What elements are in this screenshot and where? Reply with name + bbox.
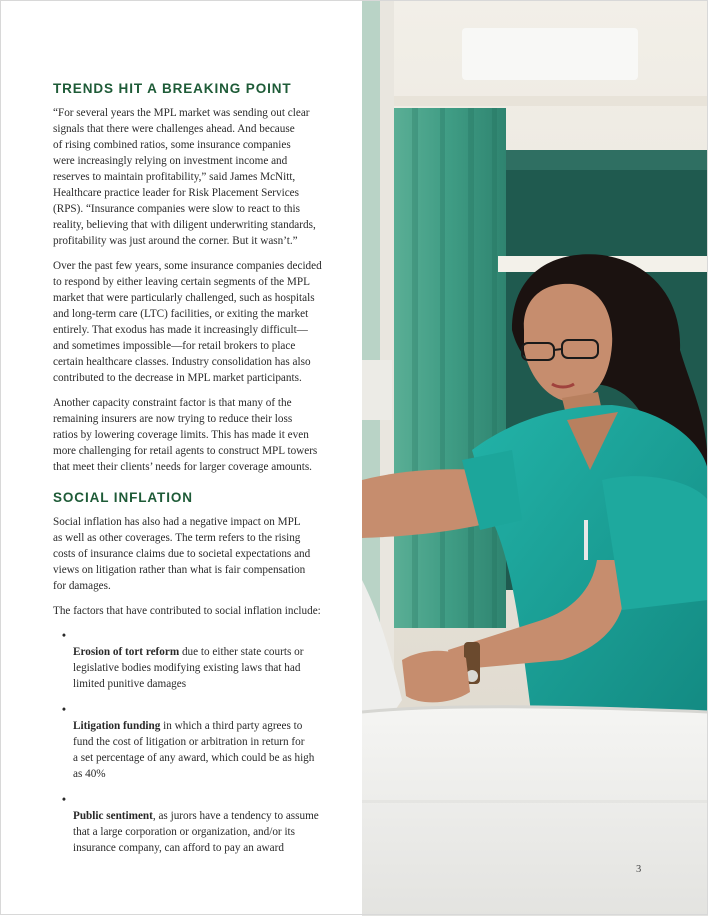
list-item xyxy=(62,792,342,856)
factor-text: , as jurors have a tendency to assume that a large corporation or organization, and/or its insurance company, can afford to pay an award xyxy=(73,810,319,854)
list-item xyxy=(62,628,342,692)
factor-text: due to either state courts or legislative bodies modifying existing laws that had limited punitive damages xyxy=(73,646,304,690)
bullet-icon: • xyxy=(62,630,66,642)
paragraph-factors-intro: The factors that have contributed to social inflation include: xyxy=(53,605,321,617)
paragraph-capacity-constraint: Another capacity constraint factor is that many of the remaining insurers are now trying to reduce their loss ratios by lowering coverage limits. This has made it even more challenging for retail agents to construct MPL towers that meet their clients’ needs for larger coverage amounts. xyxy=(53,397,318,473)
hand xyxy=(402,651,470,703)
curtain-rail xyxy=(392,96,708,106)
paragraph-social-inflation-definition: Social inflation has also had a negative impact on MPL as well as other coverages. The term refers to the rising costs of insurance claims due to societal expectations and views on litigation rather than what is fair compensation for damages. xyxy=(53,516,311,592)
factor-term: Erosion of tort reform xyxy=(73,646,180,658)
privacy-curtain xyxy=(394,108,506,628)
factor-text: in which a third party agrees to fund the cost of litigation or arbitration in return for a set percentage of any award, which could be as high as 40% xyxy=(73,720,315,780)
ceiling-light xyxy=(462,28,638,80)
paragraph-market-exodus: Over the past few years, some insurance companies decided to respond by either leaving certain segments of the MPL market that were particularly challenged, such as hospitals and long-term care (LTC) facilities, or exiting the market entirely. That exodus has made it increasingly difficult— and sometimes impossible—for retail brokers to place certain healthcare classes. Industry consolidation has also contributed to the decrease in MPL market participants. xyxy=(53,260,322,384)
back-curtain-top xyxy=(506,150,708,170)
paragraph-quote-mcnitt: “For several years the MPL market was sending out clear signals that there were challenges ahead. And because of rising combined ratios, some insurance companies were increasingly relying on investment income and reserves to maintain profitability,” said James McNitt, Healthcare practice leader for Risk Placement Services (RPS). “Insurance companies were slow to react to this reality, believing that with diligent underwriting standards, profitability was just around the corner. But it wasn’t.” xyxy=(53,107,316,247)
bullet-icon: • xyxy=(62,704,66,716)
wall-fixture xyxy=(362,360,392,420)
section-heading-trends: TRENDS HIT A BREAKING POINT xyxy=(53,81,292,96)
photo-illustration xyxy=(362,0,708,916)
factors-list xyxy=(53,628,342,856)
pen-icon xyxy=(584,520,588,560)
bullet-icon: • xyxy=(62,794,66,806)
list-item xyxy=(62,702,342,782)
factor-term: Litigation funding xyxy=(73,720,161,732)
page-number: 3 xyxy=(636,864,642,875)
hospital-bed xyxy=(362,707,708,916)
factor-term: Public sentiment xyxy=(73,810,153,822)
section-heading-social-inflation: SOCIAL INFLATION xyxy=(53,490,193,505)
nurse-photo xyxy=(362,0,708,916)
